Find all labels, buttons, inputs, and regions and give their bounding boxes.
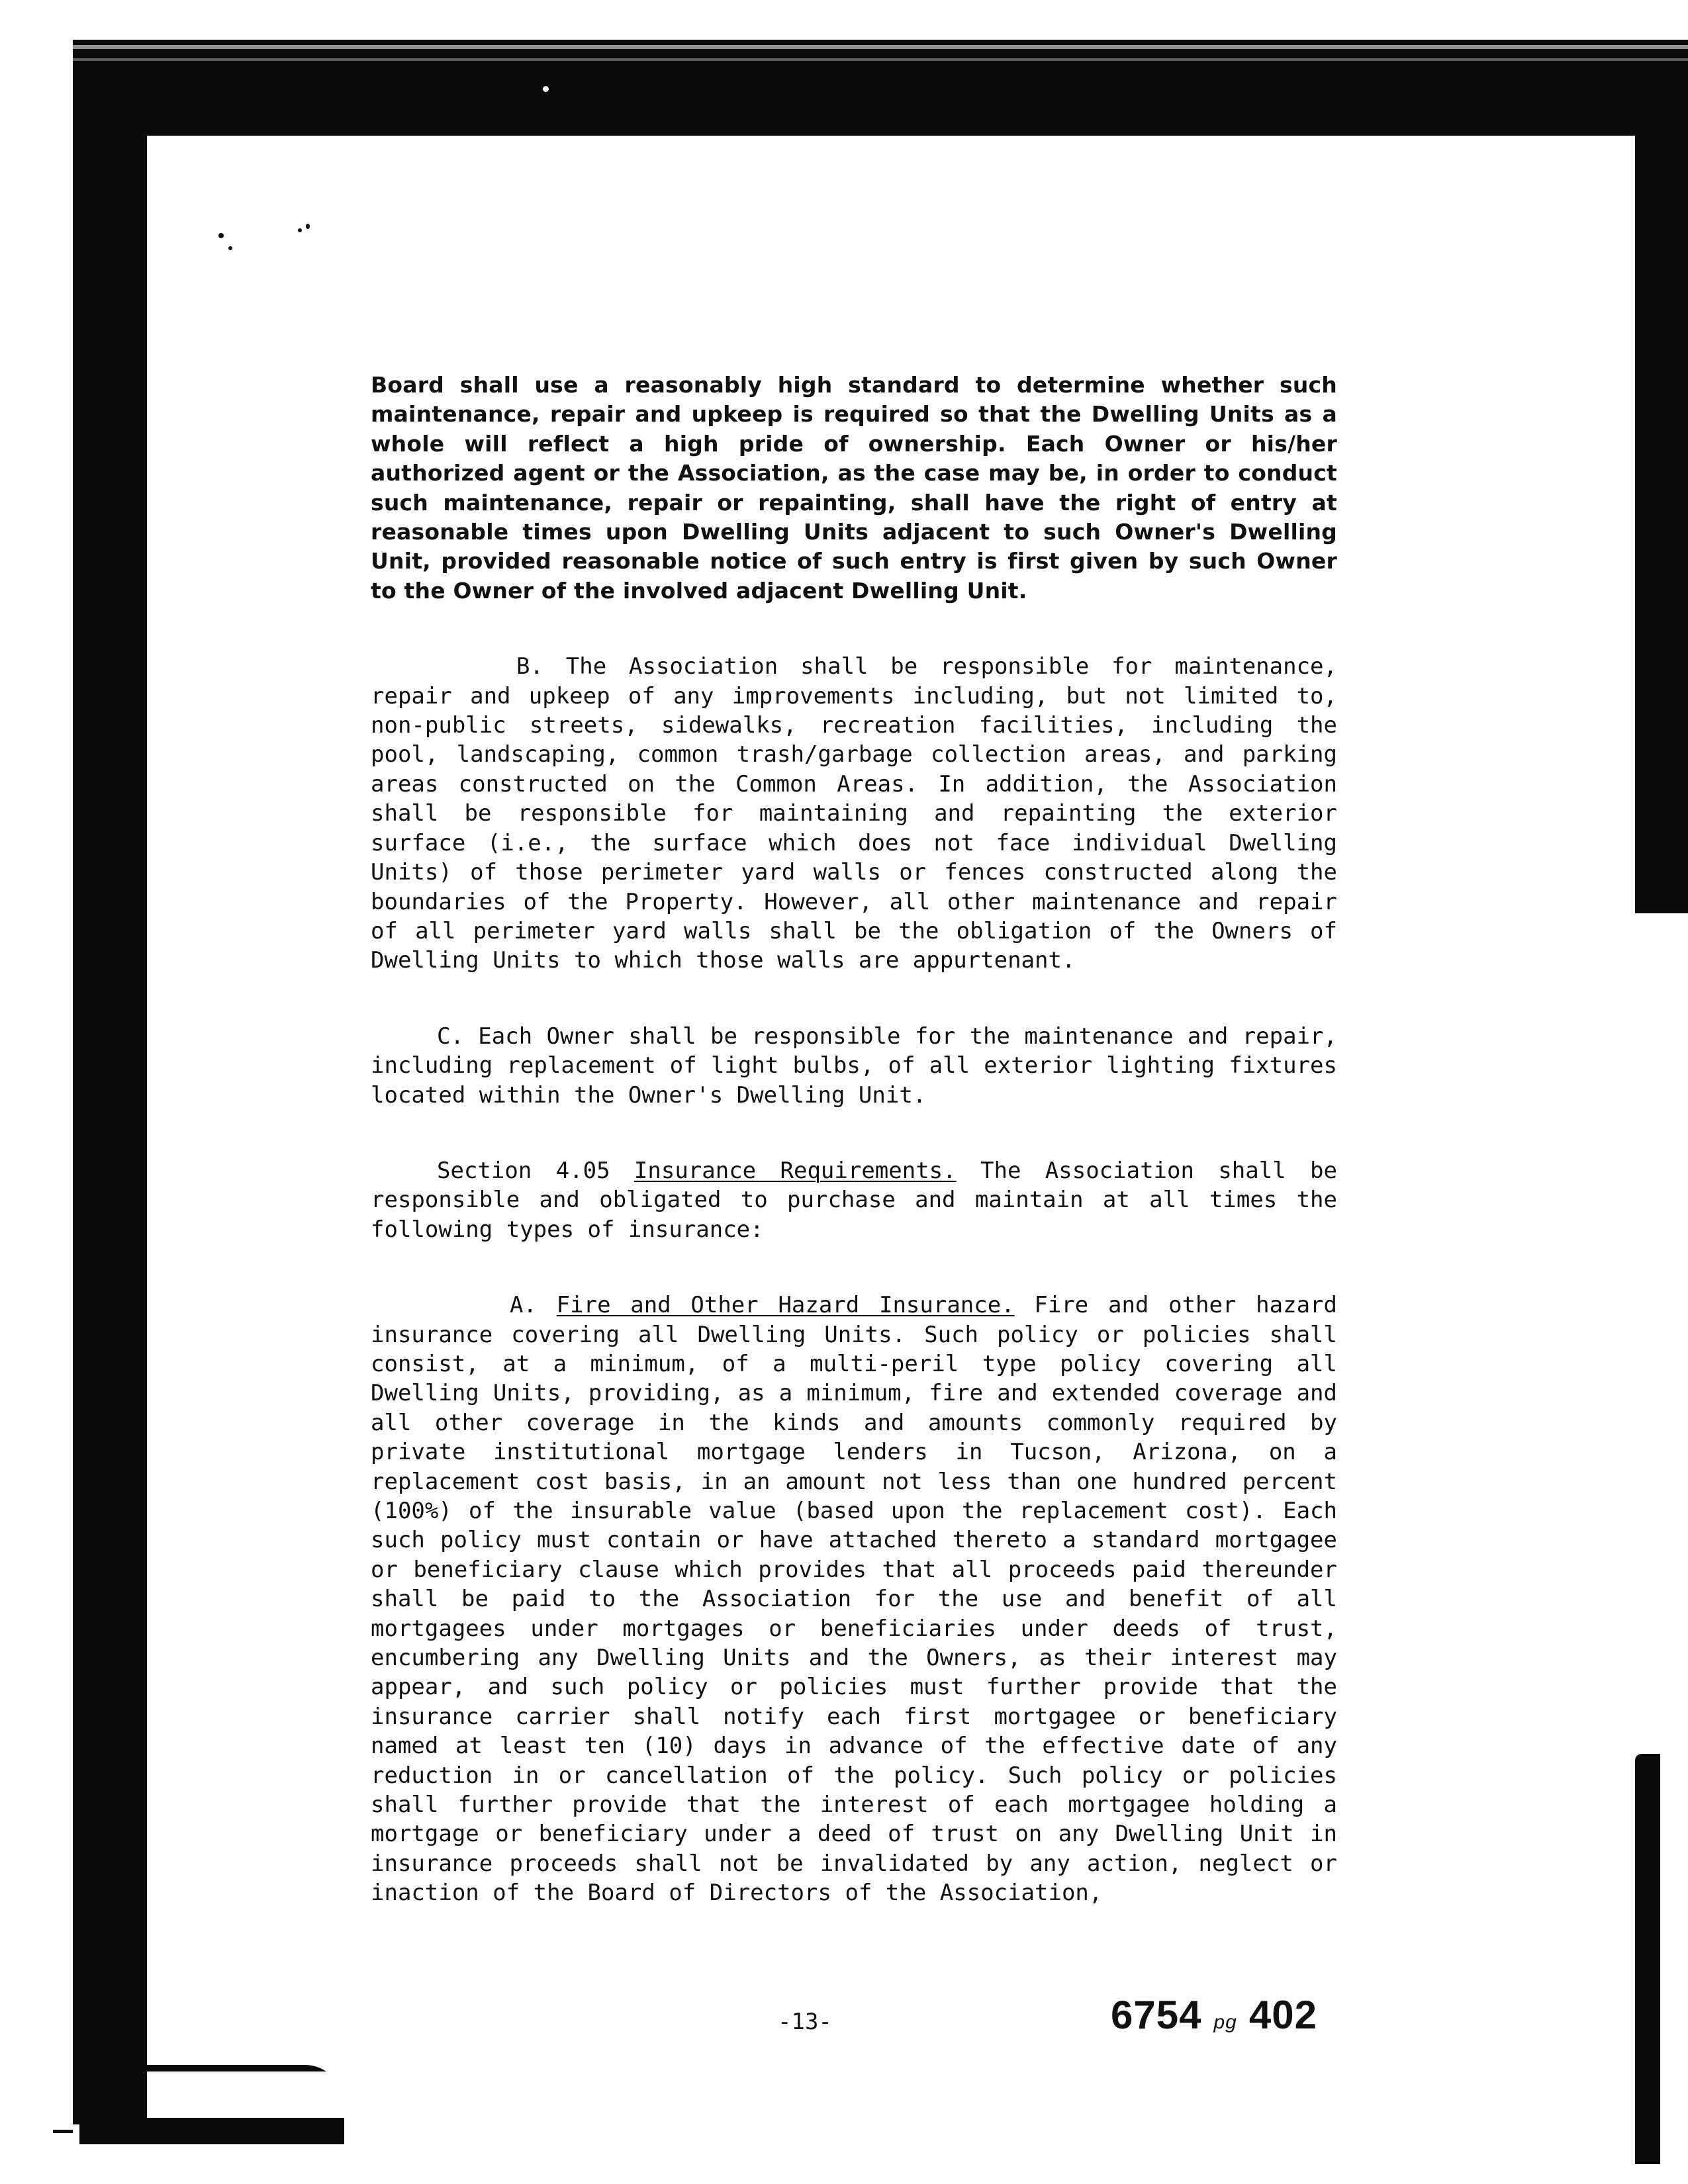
scan-speck [218, 233, 224, 238]
page-number: -13- [778, 2009, 832, 2035]
scan-line [73, 45, 1688, 49]
scan-border-right [1635, 132, 1688, 913]
paragraph-c-owner-lighting: C. Each Owner shall be responsible for the maintenance and repair, including replacement of light bulbs, of all exterior lighting fixtures located within the Owner's Dwelling Unit. [371, 1023, 1337, 1109]
scan-border-left [73, 132, 147, 2124]
pg-label: pg [1213, 2011, 1237, 2033]
scan-border-right-lower [1635, 1754, 1660, 2164]
scan-border-gap [147, 2071, 365, 2118]
paragraph-a-fire-insurance [371, 1291, 1337, 1908]
recording-stamp [1111, 1992, 1317, 2038]
scan-line [73, 58, 1688, 61]
scan-speck [228, 246, 232, 250]
scan-border-top [73, 40, 1688, 136]
document-body [371, 371, 1337, 1908]
subsection-body: Fire and other hazard insurance covering all Dwelling Units. Such policy or policies shall consist, at a minimum, of a multi-peril type policy covering all Dwelling Units, providing, as a minimum, fire and extended coverage and all other coverage in the kinds and amounts commonly required by private institutional mortgage lenders in Tucson, Arizona, on a replacement cost basis, in an amount not less than one hundred percent (100%) of the insurable value (based upon the replacement cost). Each such policy must contain or have attached thereto a standard mortgagee or beneficiary clause which provides that all proceeds paid thereunder shall be paid to the Association for the use and benefit of all mortgagees under mortgages or beneficiaries under deeds of trust, encumbering any Dwelling Units and the Owners, as their interest may appear, and such policy or policies must further provide that the insurance carrier shall notify each first mortgagee or beneficiary named at least ten (10) days in advance of the effective date of any reduction in or cancellation of the policy. Such policy or policies shall further provide that the interest of each mortgagee holding a mortgage or beneficiary under a deed of trust on any Dwelling Unit in insurance proceeds shall not be invalidated by any action, neglect or inaction of the Board of Directors of the Association, [371, 1292, 1337, 1907]
paragraph-b-association-responsibility: B. The Association shall be responsible for maintenance, repair and upkeep of any improvements including, but not limited to, non-public streets, sidewalks, recreation facilities, including the pool, landscaping, common trash/garbage collection areas, and parking areas constructed on the Common Areas. In addition, the Association shall be responsible for maintaining and repainting the exterior surface (i.e., the surface which does not face individual Dwelling Units) of those perimeter yard walls or fences constructed along the boundaries of the Property. However, all other maintenance and repair of all perimeter yard walls shall be the obligation of the Owners of Dwelling Units to which those walls are appurtenant. [371, 653, 1337, 974]
scan-speck [53, 2130, 73, 2133]
subsection-heading: Fire and Other Hazard Insurance. [556, 1292, 1015, 1319]
section-number: Section 4.05 [437, 1157, 610, 1184]
recording-page: 402 [1248, 1993, 1317, 2037]
section-4-05-insurance [371, 1156, 1337, 1244]
scan-speck [298, 228, 302, 232]
paragraph-board-standard: Board shall use a reasonably high standard to determine whether such maintenance, repair and upkeep is required so that the Dwelling Units as a whole will reflect a high pride of ownership. Each Owner or his/her authorized agent or the Association, as the case may be, in order to conduct such maintenance, repair or repainting, shall have the right of entry at reasonable times upon Dwelling Units adjacent to such Owner's Dwelling Unit, provided reasonable notice of such entry is first given by such Owner to the Owner of the involved adjacent Dwelling Unit. [371, 372, 1337, 604]
section-heading: Insurance Requirements. [633, 1157, 957, 1184]
docket-number: 6754 [1111, 1993, 1202, 2037]
section-body: The Association shall be responsible and obligated to purchase and maintain at all times the following types of insurance: [371, 1157, 1337, 1243]
scan-speck [543, 86, 549, 92]
subsection-letter: A. [510, 1292, 537, 1319]
scan-speck [306, 224, 310, 229]
